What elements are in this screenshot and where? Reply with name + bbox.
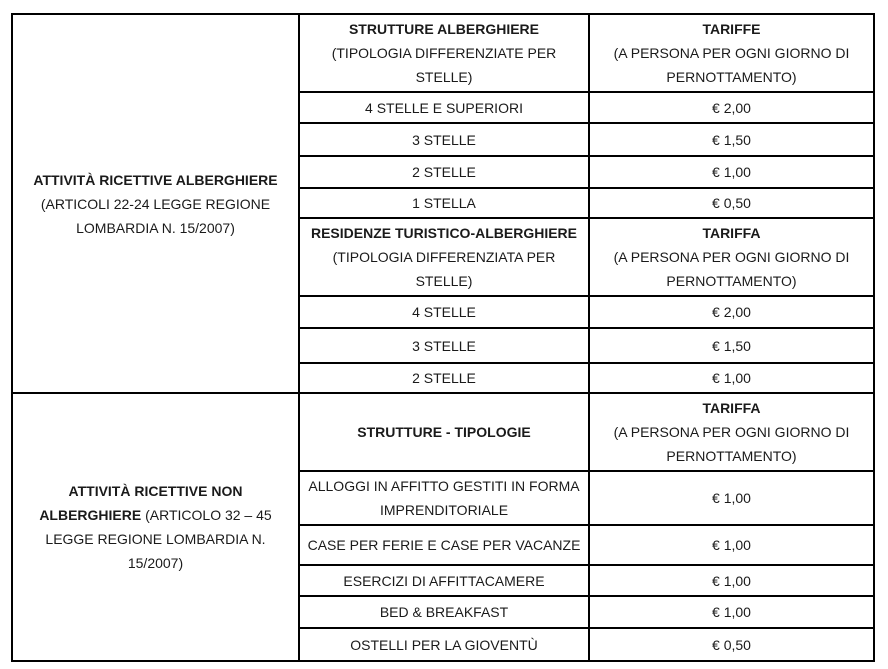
col-header-residenze <box>299 218 589 296</box>
row-label: 4 STELLE <box>299 296 589 328</box>
table-row <box>12 393 874 471</box>
header-subtitle: (A PERSONA PER OGNI GIORNO DI PERNOTTAMENTO) <box>613 249 850 289</box>
header-subtitle: (TIPOLOGIA DIFFERENZIATA PER STELLE) <box>332 249 556 289</box>
col-header-strutture-alberghiere <box>299 14 589 92</box>
tariff-value: € 1,00 <box>589 363 874 393</box>
row-label: ESERCIZI DI AFFITTACAMERE <box>299 565 589 596</box>
row-label: 4 STELLE E SUPERIORI <box>299 92 589 123</box>
category-title: ATTIVITÀ RICETTIVE ALBERGHIERE <box>33 171 278 188</box>
row-label: ALLOGGI IN AFFITTO GESTITI IN FORMA IMPRENDITORIALE <box>299 471 589 525</box>
header-title: STRUTTURE - TIPOLOGIE <box>357 424 531 440</box>
header-subtitle: (A PERSONA PER OGNI GIORNO DI PERNOTTAMENTO) <box>613 424 850 464</box>
row-label: OSTELLI PER LA GIOVENTÙ <box>299 628 589 661</box>
tariff-value: € 1,00 <box>589 471 874 525</box>
row-label: 3 STELLE <box>299 328 589 363</box>
header-title: TARIFFA <box>702 400 761 416</box>
tariff-value: € 2,00 <box>589 92 874 123</box>
row-label: 1 STELLA <box>299 188 589 218</box>
category-subtitle: (ARTICOLI 22-24 LEGGE REGIONE LOMBARDIA N. 15/2007) <box>40 195 271 236</box>
tariff-value: € 0,50 <box>589 628 874 661</box>
col-header-strutture-tipologie <box>299 393 589 471</box>
tariff-value: € 1,00 <box>589 565 874 596</box>
row-label: 2 STELLE <box>299 156 589 188</box>
category-cell-non-alberghiere <box>12 393 299 661</box>
category-subtitle: (ARTICOLO 32 – 45 LEGGE REGIONE LOMBARDIA N. 15/2007) <box>45 507 272 571</box>
tariff-value: € 1,00 <box>589 525 874 565</box>
header-subtitle: (TIPOLOGIA DIFFERENZIATE PER STELLE) <box>331 45 557 85</box>
col-header-tariffa-non-alberghiere <box>589 393 874 471</box>
tariff-value: € 1,50 <box>589 123 874 156</box>
tariff-value: € 2,00 <box>589 296 874 328</box>
row-label: 2 STELLE <box>299 363 589 393</box>
tariff-table <box>11 13 875 662</box>
tariff-value: € 0,50 <box>589 188 874 218</box>
header-title: TARIFFA <box>702 225 761 241</box>
tariff-value: € 1,50 <box>589 328 874 363</box>
tariff-value: € 1,00 <box>589 156 874 188</box>
category-title: ATTIVITÀ RICETTIVE NON ALBERGHIERE <box>39 483 243 523</box>
header-title: TARIFFE <box>702 21 761 37</box>
table-row <box>12 14 874 92</box>
row-label: 3 STELLE <box>299 123 589 156</box>
col-header-tariffe <box>589 14 874 92</box>
col-header-tariffa-residenze <box>589 218 874 296</box>
header-title: RESIDENZE TURISTICO-ALBERGHIERE <box>310 225 577 241</box>
header-title: STRUTTURE ALBERGHIERE <box>348 21 540 37</box>
header-subtitle: (A PERSONA PER OGNI GIORNO DI PERNOTTAMENTO) <box>613 45 850 85</box>
row-label: CASE PER FERIE E CASE PER VACANZE <box>299 525 589 565</box>
category-cell-alberghiere <box>12 14 299 393</box>
row-label: BED & BREAKFAST <box>299 596 589 628</box>
tariff-value: € 1,00 <box>589 596 874 628</box>
